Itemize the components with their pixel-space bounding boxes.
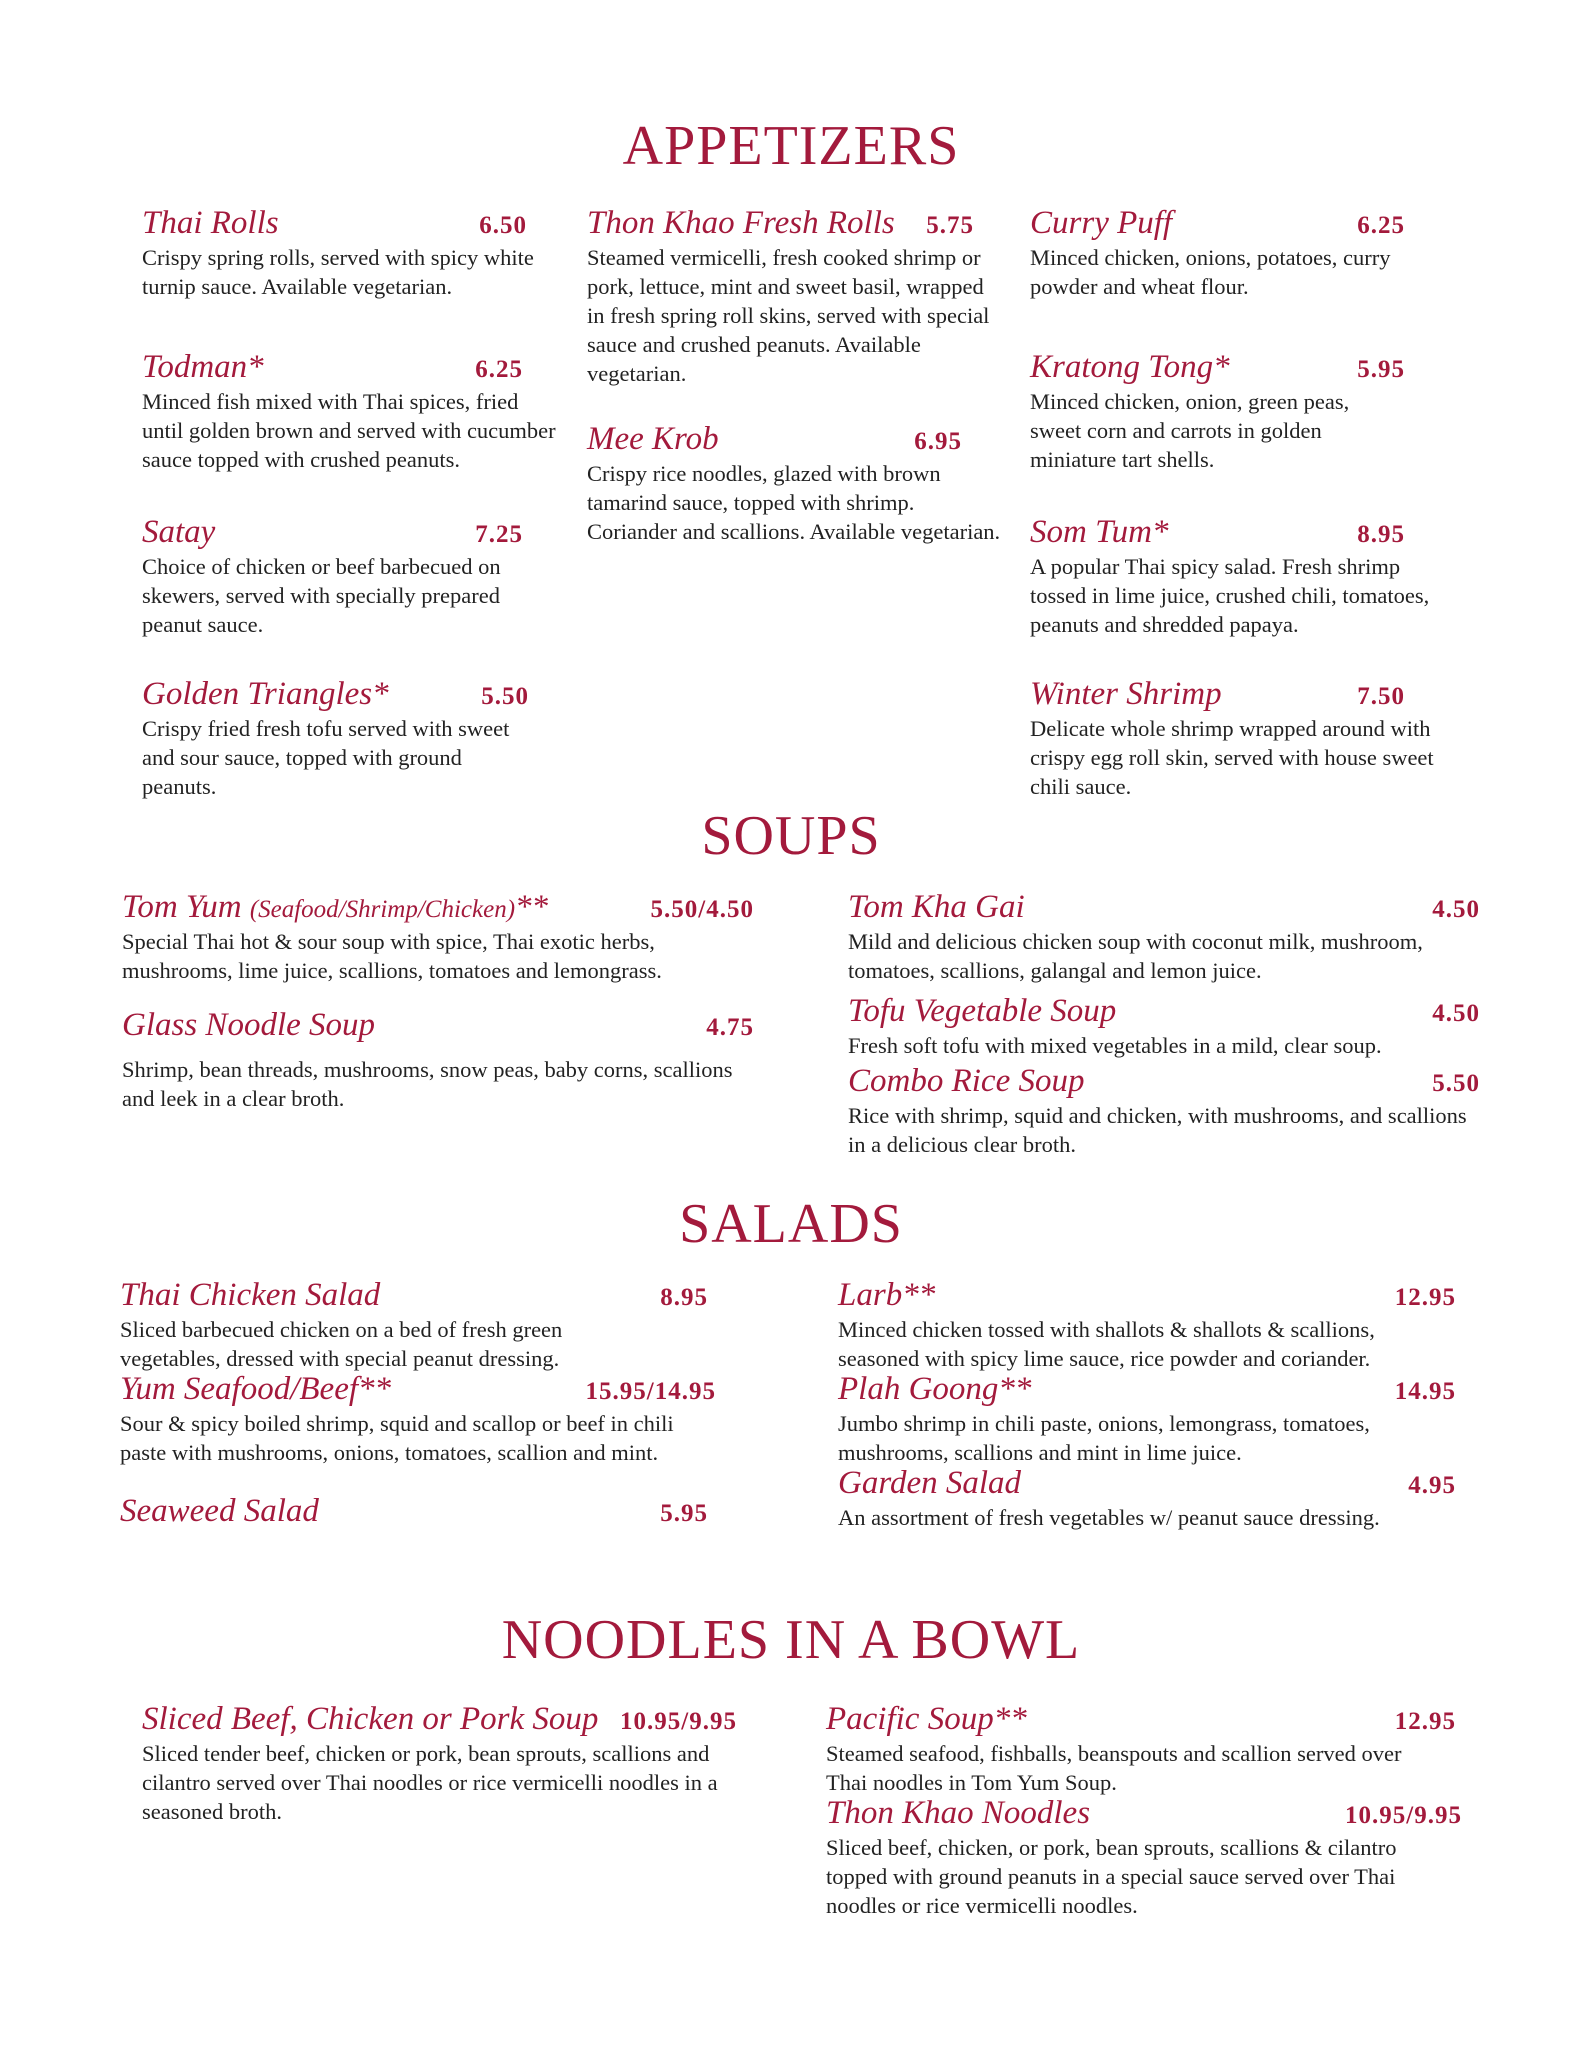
item-description: Shrimp, bean threads, mushrooms, snow peas, baby corns, scallions and leek in a clear broth. <box>122 1056 733 1111</box>
item-description: Crispy rice noodles, glazed with brown tamarind sauce, topped with shrimp. Coriander and scallions. Available vegetarian. <box>587 460 1001 544</box>
item-name: Seaweed Salad <box>120 1493 319 1529</box>
menu-item <box>120 1278 716 1373</box>
menu-item <box>1030 206 1435 301</box>
menu-item <box>142 1702 737 1826</box>
item-description: Minced fish mixed with Thai spices, fried until golden brown and served with cucumber sauce topped with crushed peanuts. <box>142 388 556 472</box>
menu-item <box>838 1278 1456 1373</box>
item-description: Fresh soft tofu with mixed vegetables in a mild, clear soup. <box>848 1032 1382 1058</box>
item-description: Sliced tender beef, chicken or pork, bean sprouts, scallions and cilantro served over Thai noodles or rice vermicelli noodles in a seasoned broth. <box>142 1740 718 1824</box>
item-name: Thon Khao Fresh Rolls <box>587 205 895 241</box>
item-name: Sliced Beef, Chicken or Pork Soup <box>142 1701 599 1737</box>
item-price: 10.95/9.95 <box>620 1708 737 1735</box>
item-description: Crispy spring rolls, served with spicy white turnip sauce. Available vegetarian. <box>142 244 534 299</box>
item-name: Plah Goong** <box>838 1371 1032 1407</box>
menu-item <box>122 1008 762 1113</box>
menu-item <box>142 350 557 474</box>
item-name: Kratong Tong* <box>1030 349 1230 385</box>
item-description: Rice with shrimp, squid and chicken, with mushrooms, and scallions in a delicious clear broth. <box>848 1102 1467 1157</box>
item-name-note: (Seafood/Shrimp/Chicken) <box>249 896 516 923</box>
item-description: Sliced beef, chicken, or pork, bean sprouts, scallions & cilantro topped with ground peanuts in a special sauce served over Thai noodles or rice vermicelli noodles. <box>826 1834 1397 1918</box>
item-name: Thai Rolls <box>142 205 279 241</box>
item-description: Special Thai hot & sour soup with spice, Thai exotic herbs, mushrooms, lime juice, scallions, tomatoes and lemongrass. <box>122 928 662 983</box>
menu-item <box>142 677 557 801</box>
item-name: Combo Rice Soup <box>848 1063 1085 1099</box>
item-description: Steamed vermicelli, fresh cooked shrimp or pork, lettuce, mint and sweet basil, wrapped in fresh spring roll skins, served with special sauce and crushed peanuts. Available vegetarian. <box>587 244 990 386</box>
item-price: 12.95 <box>1394 1284 1456 1311</box>
item-price: 12.95 <box>1394 1708 1456 1735</box>
item-description: Choice of chicken or beef barbecued on skewers, served with specially prepared peanut sauce. <box>142 553 501 637</box>
item-price: 6.50 <box>479 212 527 239</box>
section-title-salads: SALADS <box>679 1193 903 1255</box>
item-name: Pacific Soup** <box>826 1701 1027 1737</box>
item-name: Thon Khao Noodles <box>826 1795 1091 1831</box>
menu-item <box>826 1702 1456 1797</box>
item-price: 5.50/4.50 <box>650 896 754 923</box>
item-description: Sour & spicy boiled shrimp, squid and scallop or beef in chili paste with mushrooms, onions, tomatoes, scallion and mint. <box>120 1410 674 1465</box>
item-price: 5.75 <box>926 212 974 239</box>
item-name: Curry Puff <box>1030 205 1173 241</box>
menu-item <box>848 890 1480 985</box>
menu-item <box>848 1064 1480 1159</box>
item-price: 4.75 <box>706 1014 754 1041</box>
menu-item <box>838 1466 1456 1532</box>
item-price: 7.50 <box>1357 683 1405 710</box>
section-title-appetizers: APPETIZERS <box>622 115 960 177</box>
menu-item <box>142 206 557 301</box>
item-description: Minced chicken, onions, potatoes, curry powder and wheat flour. <box>1030 244 1391 299</box>
item-price: 5.95 <box>660 1500 708 1527</box>
item-name: Tofu Vegetable Soup <box>848 993 1117 1029</box>
item-name: Golden Triangles* <box>142 676 389 712</box>
item-price: 4.95 <box>1408 1472 1456 1499</box>
item-price: 6.25 <box>475 356 523 383</box>
menu-item <box>1030 515 1435 639</box>
item-price: 6.95 <box>914 428 962 455</box>
item-name: Satay <box>142 514 216 550</box>
item-description: Sliced barbecued chicken on a bed of fresh green vegetables, dressed with special peanut dressing. <box>120 1316 563 1371</box>
item-price: 14.95 <box>1394 1378 1456 1405</box>
item-name: Tom Kha Gai <box>848 889 1025 925</box>
item-description: An assortment of fresh vegetables w/ peanut sauce dressing. <box>838 1504 1380 1530</box>
item-name: Mee Krob <box>587 421 719 457</box>
menu-item <box>587 422 1002 546</box>
item-price: 15.95/14.95 <box>585 1378 716 1405</box>
section-title-soups: SOUPS <box>701 805 881 867</box>
item-price: 5.50 <box>481 683 529 710</box>
item-price: 7.25 <box>475 521 523 548</box>
item-description: Crispy fried fresh tofu served with sweet and sour sauce, topped with ground peanuts. <box>142 715 510 799</box>
item-name: Todman* <box>142 349 264 385</box>
item-description: Mild and delicious chicken soup with coconut milk, mushroom, tomatoes, scallions, galangal and lemon juice. <box>848 928 1423 983</box>
menu-item <box>1030 677 1435 801</box>
menu-item <box>826 1796 1462 1920</box>
item-description: Jumbo shrimp in chili paste, onions, lemongrass, tomatoes, mushrooms, scallions and mint in lime juice. <box>838 1410 1370 1465</box>
item-price: 4.50 <box>1432 1000 1480 1027</box>
item-price: 4.50 <box>1432 896 1480 923</box>
menu-item <box>848 994 1480 1060</box>
menu-item <box>1030 350 1435 474</box>
item-description: Steamed seafood, fishballs, beanspouts and scallion served over Thai noodles in Tom Yum Soup. <box>826 1740 1402 1795</box>
item-name: Thai Chicken Salad <box>120 1277 381 1313</box>
menu-item <box>587 206 1002 388</box>
section-title-noodles: NOODLES IN A BOWL <box>501 1609 1081 1671</box>
item-name: Garden Salad <box>838 1465 1022 1501</box>
item-description: Delicate whole shrimp wrapped around with crispy egg roll skin, served with house sweet chili sauce. <box>1030 715 1434 799</box>
item-name: Som Tum* <box>1030 514 1169 550</box>
item-price: 6.25 <box>1357 212 1405 239</box>
item-price: 10.95/9.95 <box>1345 1802 1462 1829</box>
item-name: Yum Seafood/Beef** <box>120 1371 392 1407</box>
item-name: Glass Noodle Soup <box>122 1007 376 1043</box>
item-description: Minced chicken, onion, green peas, sweet corn and carrots in golden miniature tart shells. <box>1030 388 1350 472</box>
menu-item <box>838 1372 1456 1467</box>
item-price: 8.95 <box>1357 521 1405 548</box>
item-price: 5.95 <box>1357 356 1405 383</box>
item-description: Minced chicken tossed with shallots & shallots & scallions, seasoned with spicy lime sauce, rice powder and coriander. <box>838 1316 1375 1371</box>
item-price: 8.95 <box>660 1284 708 1311</box>
item-name: Winter Shrimp <box>1030 676 1222 712</box>
menu-item <box>120 1494 716 1529</box>
item-price: 5.50 <box>1432 1070 1480 1097</box>
item-name: Tom Yum (Seafood/Shrimp/Chicken)** <box>122 889 549 925</box>
item-name: Larb** <box>838 1277 936 1313</box>
item-description: A popular Thai spicy salad. Fresh shrimp tossed in lime juice, crushed chili, tomatoes, peanuts and shredded papaya. <box>1030 553 1430 637</box>
menu-item <box>142 515 557 639</box>
menu-item <box>122 890 762 985</box>
menu-item <box>120 1372 716 1467</box>
